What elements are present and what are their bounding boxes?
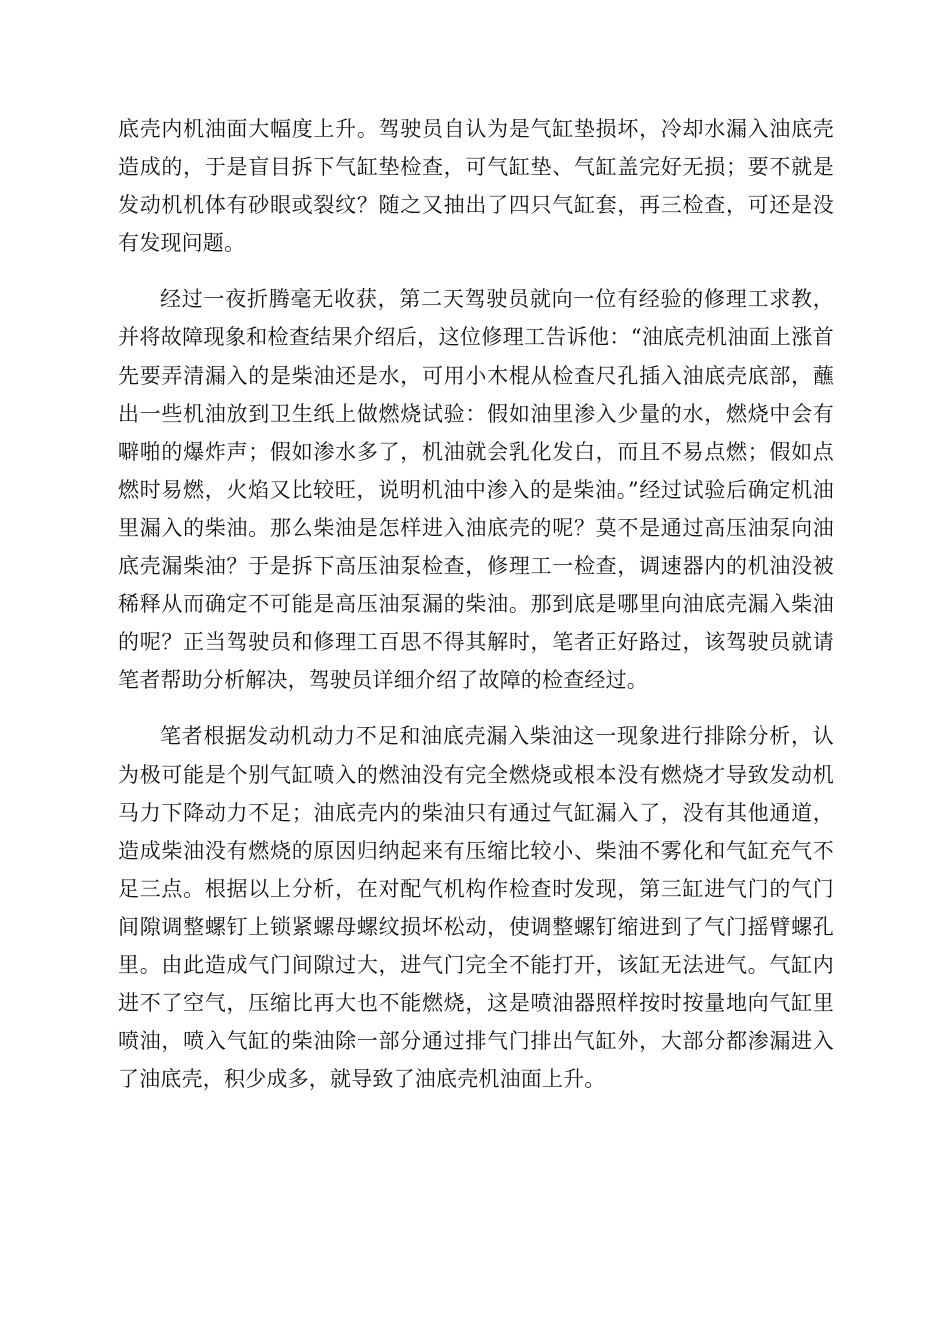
article-body bbox=[118, 110, 834, 1098]
paragraph-mechanic-advice: 经过一夜折腾毫无收获，第二天驾驶员就向一位有经验的修理工求教，并将故障现象和检查结果介绍后，这位修理工告诉他：“油底壳机油面上涨首先要弄清漏入的是柴油还是水，可用小木棍从检查尺孔插入油底壳底部，蘸出一些机油放到卫生纸上做燃烧试验：假如油里渗入少量的水，燃烧中会有噼啪的爆炸声；假如渗水多了，机油就会乳化发白，而且不易点燃；假如点燃时易燃，火焰又比较旺，说明机油中渗入的是柴油。”经过试验后确定机油里漏入的柴油。那么柴油是怎样进入油底壳的呢？莫不是通过高压油泵向油底壳漏柴油？于是拆下高压油泵检查，修理工一检查，调速器内的机油没被稀释从而确定不可能是高压油泵漏的柴油。那到底是哪里向油底壳漏入柴油的呢？正当驾驶员和修理工百思不得其解时，笔者正好路过，该驾驶员就请笔者帮助分析解决，驾驶员详细介绍了故障的检查经过。 bbox=[118, 287, 834, 693]
paragraph-continuation: 底壳内机油面大幅度上升。驾驶员自认为是气缸垫损坏，冷却水漏入油底壳造成的，于是盲目拆下气缸垫检查，可气缸垫、气缸盖完好无损；要不就是发动机机体有砂眼或裂纹？随之又抽出了四只气缸套，再三检查，可还是没有发现问题。 bbox=[118, 117, 834, 256]
paragraph-analysis: 笔者根据发动机动力不足和油底壳漏入柴油这一现象进行排除分析，认为极可能是个别气缸喷入的燃油没有完全燃烧或根本没有燃烧才导致发动机马力下降动力不足；油底壳内的柴油只有通过气缸漏入了，没有其他通道，造成柴油没有燃烧的原因归纳起来有压缩比较小、柴油不雾化和气缸充气不足三点。根据以上分析，在对配气机构作检查时发现，第三缸进气门的气门间隙调整螺钉上锁紧螺母螺纹损坏松动，使调整螺钉缩进到了气门摇臂螺孔里。由此造成气门间隙过大，进气门完全不能打开，该缸无法进气。气缸内进不了空气，压缩比再大也不能燃烧，这是喷油器照样按时按量地向气缸里喷油，喷入气缸的柴油除一部分通过排气门排出气缸外，大部分都渗漏进入了油底壳，积少成多，就导致了油底壳机油面上升。 bbox=[118, 724, 834, 1092]
